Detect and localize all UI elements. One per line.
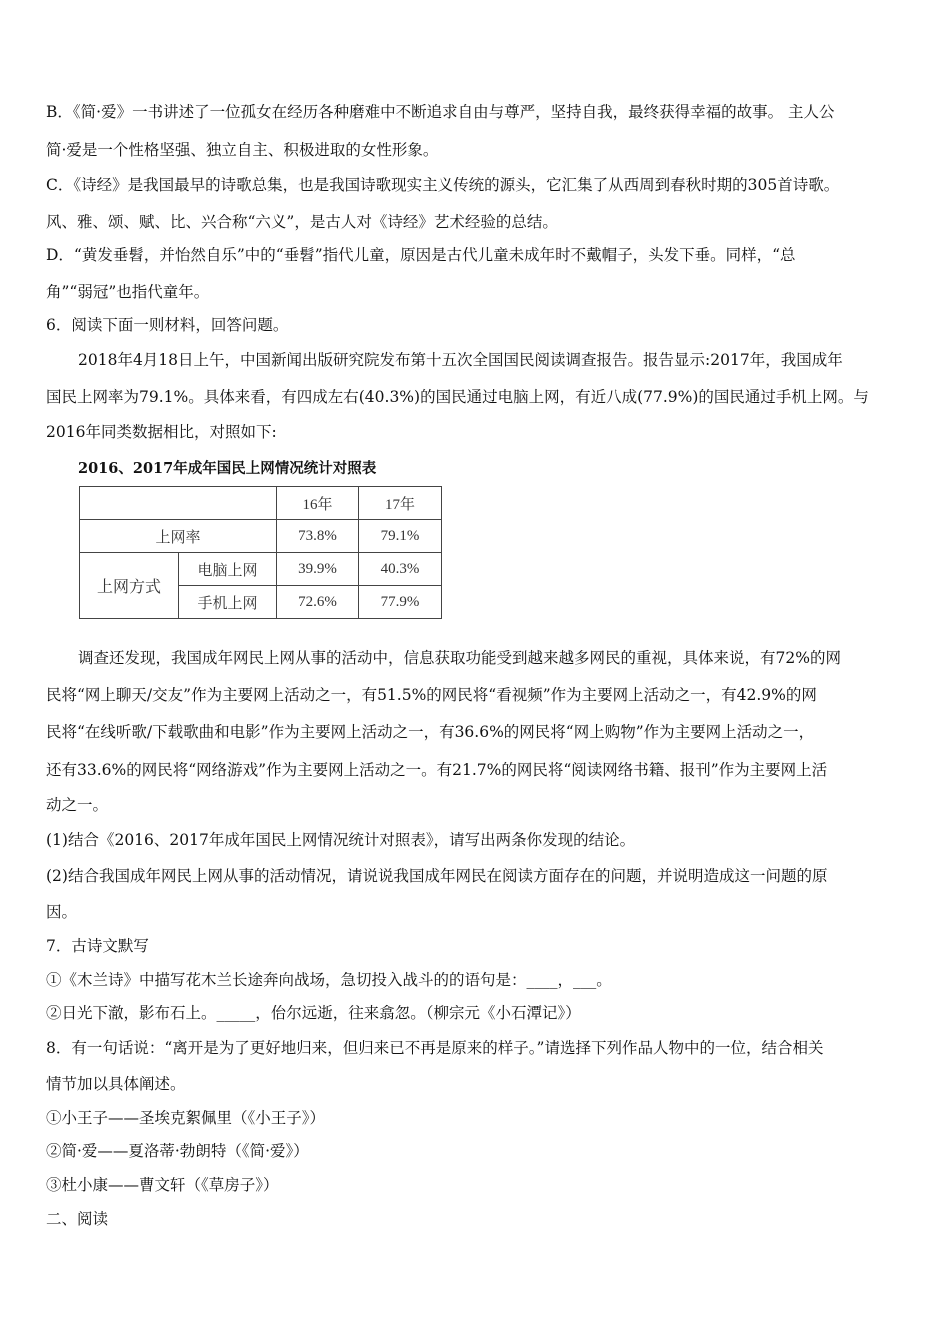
question-6-heading: 6．阅读下面一则材料，回答问题。 xyxy=(46,316,289,334)
material-paragraph-1-line-1: 2018年4月18日上午，中国新闻出版研究院发布第十五次全国国民阅读调查报告。报告显示:2017年，我国成年 xyxy=(78,351,843,369)
mode-label: 上网方式 xyxy=(96,579,161,596)
sub-question-1: (1)结合《2016、2017年成年国民上网情况统计对照表》，请写出两条你发现的结论。 xyxy=(46,831,636,849)
table-corner-cell xyxy=(80,487,277,520)
table-row-computer xyxy=(80,553,442,586)
table-header-row xyxy=(80,487,442,520)
rate-label-cell: 上网率 xyxy=(80,520,277,553)
option-c-line-2: 风、雅、颂、赋、比、兴合称“六义”，是古人对《诗经》艺术经验的总结。 xyxy=(46,213,558,231)
question-7-item-1: ①《木兰诗》中描写花木兰长途奔向战场，急切投入战斗的的语句是：____，___。 xyxy=(46,971,612,989)
material-paragraph-2-line-5: 动之一。 xyxy=(46,796,109,814)
material-paragraph-1-line-2: 国民上网率为79.1%。具体来看，有四成左右(40.3%)的国民通过电脑上网，有近八成(77.9%)的国民通过手机上网。与 xyxy=(46,388,869,406)
mode-label-cell xyxy=(80,553,179,619)
question-8-line-1: 8．有一句话说：“离开是为了更好地归来，但归来已不再是原来的样子。”请选择下列作品人物中的一位，结合相关 xyxy=(46,1039,824,1057)
computer-2017-cell: 40.3% xyxy=(359,553,442,586)
mobile-2017-cell: 77.9% xyxy=(359,586,442,619)
question-8-line-2: 情节加以具体阐述。 xyxy=(46,1075,186,1093)
material-paragraph-2-line-4: 还有33.6%的网民将“网络游戏”作为主要网上活动之一。有21.7%的网民将“阅读网络书籍、报刊”作为主要网上活 xyxy=(46,761,828,779)
table-title: 2016、2017年成年国民上网情况统计对照表 xyxy=(78,460,377,477)
material-paragraph-2-line-2: 民将“网上聊天/交友”作为主要网上活动之一，有51.5%的网民将“看视频”作为主要网上活动之一，有42.9%的网 xyxy=(46,686,817,704)
sub-question-2-line-1: (2)结合我国成年网民上网从事的活动情况，请说说我国成年网民在阅读方面存在的问题，并说明造成这一问题的原 xyxy=(46,867,828,885)
table-header-2017: 17年 xyxy=(359,487,442,520)
sub-question-2-line-2: 因。 xyxy=(46,903,78,921)
rate-2016-cell: 73.8% xyxy=(277,520,359,553)
table-header-2016: 16年 xyxy=(277,487,359,520)
mobile-2016-cell: 72.6% xyxy=(277,586,359,619)
computer-label-cell: 电脑上网 xyxy=(179,553,277,586)
mobile-label-cell: 手机上网 xyxy=(179,586,277,619)
question-7-item-2: ②日光下澈，影布石上。_____，佁尔远逝，往来翕忽。（柳宗元《小石潭记》） xyxy=(46,1004,581,1022)
stats-table xyxy=(79,486,442,619)
material-paragraph-1-line-3: 2016年同类数据相比，对照如下: xyxy=(46,423,277,441)
question-8-option-1: ①小王子——圣埃克絮佩里（《小王子》） xyxy=(46,1109,326,1127)
rate-2017-cell: 79.1% xyxy=(359,520,442,553)
question-8-option-2: ②简·爱——夏洛蒂·勃朗特（《简·爱》） xyxy=(46,1142,309,1160)
material-paragraph-2-line-3: 民将“在线听歌/下载歌曲和电影”作为主要网上活动之一，有36.6%的网民将“网上购物”作为主要网上活动之一， xyxy=(46,723,815,741)
material-paragraph-2-line-1: 调查还发现，我国成年网民上网从事的活动中，信息获取功能受到越来越多网民的重视，具体来说，有72%的网 xyxy=(78,649,841,667)
option-b-line-2: 简·爱是一个性格坚强、独立自主、积极进取的女性形象。 xyxy=(46,141,439,159)
table-row-rate xyxy=(80,520,442,553)
option-d-line-1: D．“黄发垂髫，并怡然自乐”中的“垂髫”指代儿童，原因是古代儿童未成年时不戴帽子，头发下垂。同样，“总 xyxy=(46,246,796,264)
question-7-heading: 7．古诗文默写 xyxy=(46,937,149,955)
computer-2016-cell: 39.9% xyxy=(277,553,359,586)
option-c-line-1: C．《诗经》是我国最早的诗歌总集，也是我国诗歌现实主义传统的源头，它汇集了从西周到春秋时期的305首诗歌。 xyxy=(46,176,840,194)
section-2-heading: 二、阅读 xyxy=(46,1210,109,1228)
option-d-line-2: 角”“弱冠”也指代童年。 xyxy=(46,283,210,301)
question-8-option-3: ③杜小康——曹文轩（《草房子》） xyxy=(46,1176,279,1194)
option-b-line-1: B．《简·爱》一书讲述了一位孤女在经历各种磨难中不断追求自由与尊严，坚持自我，最终获得幸福的故事。 主人公 xyxy=(46,103,835,121)
